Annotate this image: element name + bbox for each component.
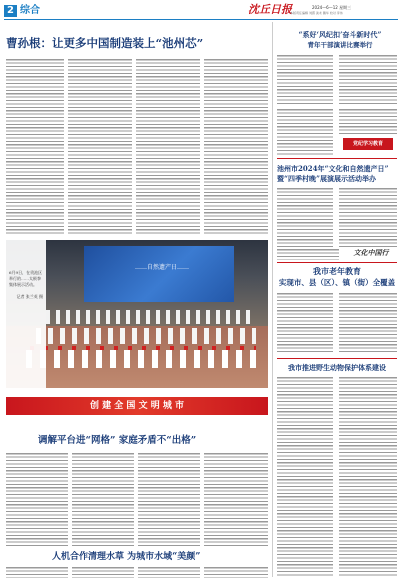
bottom-body-col-2 bbox=[72, 566, 134, 578]
editor-credits: 本版责任编辑 刘霞 美术 魏华 校对 李伟 bbox=[290, 11, 343, 15]
performer-row-2 bbox=[36, 328, 256, 344]
elder-title-2: 实现市、县（区）、镇（街）全覆盖 bbox=[278, 278, 396, 287]
youth-body-col-1 bbox=[277, 54, 333, 106]
elder-body-col-2 bbox=[339, 292, 397, 352]
grid-body-col-2 bbox=[72, 452, 134, 548]
youth-kicker: “系好‘风纪扣’奋斗新时代” bbox=[298, 30, 382, 39]
main-body-col-2 bbox=[68, 58, 132, 236]
masthead-logo: 沈丘日报 bbox=[248, 3, 292, 16]
culture-logo: 文化中国行 bbox=[353, 248, 389, 257]
culture-title-2: 暨“四季村晚”展演展示活动举办 bbox=[277, 174, 377, 183]
elder-body-col-1 bbox=[277, 292, 333, 352]
photo-caption-text: 6月9日，在贵池区举行的……太极拳集体展示活动。 bbox=[9, 270, 43, 287]
performer-row-1 bbox=[46, 310, 256, 324]
youth-rule bbox=[277, 158, 397, 159]
culture-body-col-2 bbox=[339, 187, 397, 247]
header-rule bbox=[4, 19, 398, 20]
photo-credit: 记者 张兰英 摄 bbox=[16, 294, 43, 299]
grid-body-col-3 bbox=[138, 452, 200, 548]
bottom-headline: 人机合作清理水草 为城市水域“美颜” bbox=[52, 552, 201, 562]
photo-caption-box bbox=[6, 240, 46, 388]
section-name: 综合 bbox=[20, 5, 40, 16]
grid-headline: 调解平台进“网格” 家庭矛盾不“出格” bbox=[38, 435, 197, 446]
elder-rule bbox=[277, 358, 397, 359]
bottom-body-col-1 bbox=[6, 566, 68, 578]
main-body-col-4 bbox=[204, 58, 268, 236]
eco-title: 我市推进野生动物保护体系建设 bbox=[288, 363, 386, 372]
main-body-col-1 bbox=[6, 58, 64, 236]
culture-body-col-1 bbox=[277, 187, 333, 247]
civil-city-banner-text: 创 建 全 国 文 明 城 市 bbox=[90, 401, 184, 411]
tai-chi-photo bbox=[6, 240, 268, 388]
column-divider bbox=[272, 22, 273, 577]
eco-body-col-1 bbox=[277, 376, 333, 576]
main-headline bbox=[6, 36, 256, 50]
bottom-body-col-4 bbox=[204, 566, 268, 578]
main-body-col-3 bbox=[136, 58, 200, 236]
culture-title-1: 池州市2024年“文化和自然遗产日” bbox=[277, 164, 389, 173]
youth-body-col-1b bbox=[277, 108, 333, 156]
culture-rule bbox=[277, 262, 397, 263]
culture-body-col-1b bbox=[277, 248, 339, 260]
grid-body-col-4 bbox=[204, 452, 268, 548]
party-discipline-badge bbox=[343, 138, 393, 150]
grid-body-col-1 bbox=[6, 452, 68, 548]
stage-banner-text: ……自然遗产日…… bbox=[134, 264, 189, 271]
stage-banner bbox=[84, 246, 234, 302]
page-number: 2 bbox=[7, 5, 14, 16]
eco-body-col-2 bbox=[339, 376, 397, 576]
red-fans bbox=[30, 346, 256, 350]
bottom-body-col-3 bbox=[138, 566, 200, 578]
youth-title: 青年干部演讲比赛举行 bbox=[307, 41, 373, 49]
youth-body-col-2 bbox=[339, 54, 397, 106]
main-headline-text: 曹孙根：让更多中国制造装上“池州芯” bbox=[6, 36, 204, 50]
party-discipline-text: 党纪学习教育 bbox=[352, 141, 383, 147]
photo-caption bbox=[9, 270, 43, 300]
elder-title-1: 我市老年教育 bbox=[313, 266, 361, 276]
performer-row-3 bbox=[26, 350, 256, 368]
youth-body-col-2b bbox=[339, 108, 397, 136]
issue-date: 2024—6—12 星期三 bbox=[312, 5, 352, 10]
page-number-badge bbox=[4, 5, 17, 17]
